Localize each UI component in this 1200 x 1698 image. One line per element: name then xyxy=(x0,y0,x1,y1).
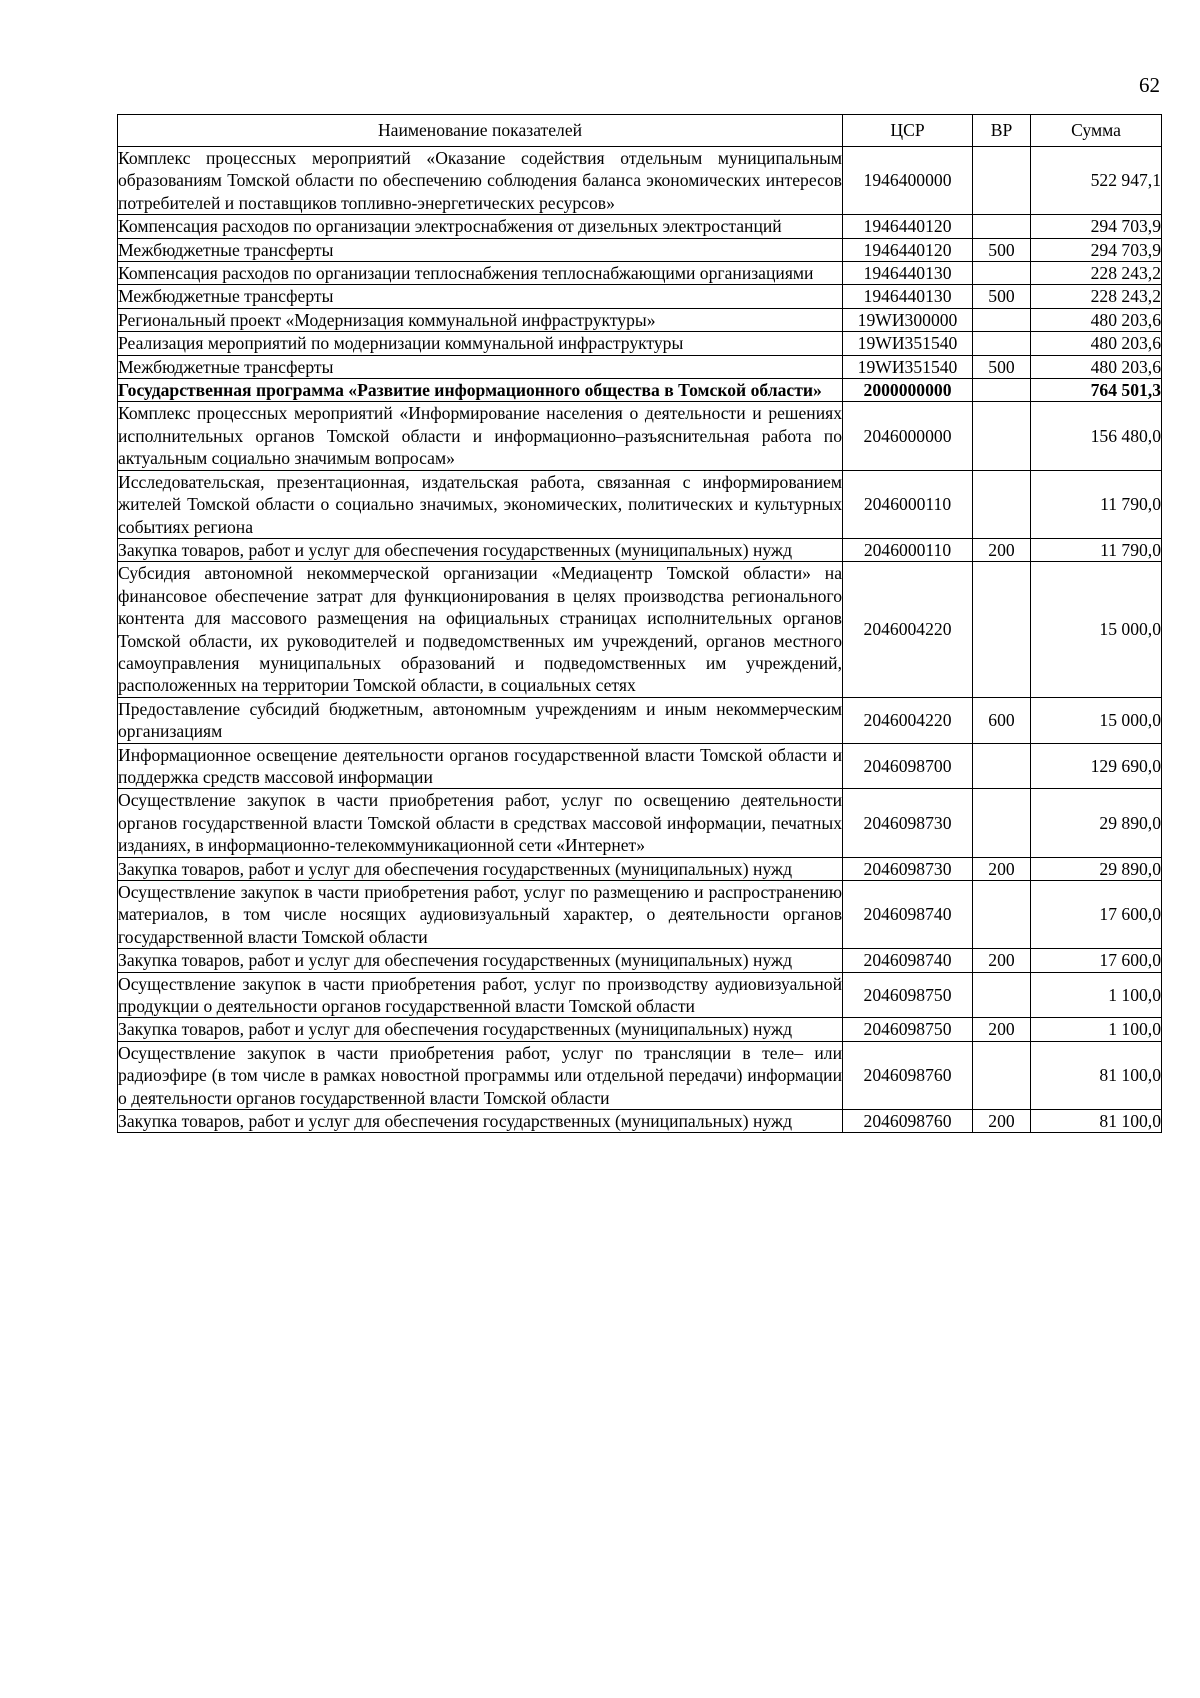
cell-name: Осуществление закупок в части приобретения работ, услуг по размещению и распространению материалов, в том числе носящих аудиовизуальный характер, о деятельности органов государственной власти Томской области xyxy=(118,882,842,947)
cell-vr xyxy=(973,743,1031,789)
table-row xyxy=(118,881,1162,949)
cell-sum: 17 600,0 xyxy=(1031,881,1162,949)
cell-sum: 480 203,6 xyxy=(1031,308,1162,331)
cell-csr: 2046098760 xyxy=(843,1110,973,1133)
cell-name: Закупка товаров, работ и услуг для обеспечения государственных (муниципальных) нужд xyxy=(118,1018,843,1041)
table-row xyxy=(118,262,1162,285)
table-row xyxy=(118,355,1162,378)
cell-sum: 480 203,6 xyxy=(1031,332,1162,355)
cell-sum: 11 790,0 xyxy=(1031,538,1162,561)
cell-vr xyxy=(973,789,1031,857)
cell-sum: 764 501,3 xyxy=(1031,379,1162,402)
cell-vr xyxy=(973,402,1031,470)
cell-name: Субсидия автономной некоммерческой организации «Медиацентр Томской области» на финансовое обеспечение затрат для функционирования в целях производства регионального контента для массового размещения на официальных страницах исполнительных органов Томской области, их руководителей и подведомственных им учреждений, органов местного самоуправления муниципальных образований и подведомственных им учреждений, расположенных на территории Томской области, в социальных сетях xyxy=(118,563,842,696)
cell-vr xyxy=(973,308,1031,331)
cell-sum: 29 890,0 xyxy=(1031,789,1162,857)
table-row xyxy=(118,1110,1162,1133)
cell-csr: 19WИ351540 xyxy=(843,332,973,355)
cell-sum: 1 100,0 xyxy=(1031,1018,1162,1041)
table-row xyxy=(118,379,1162,402)
cell-vr xyxy=(973,215,1031,238)
header-name: Наименование показателей xyxy=(118,115,843,147)
cell-name: Государственная программа «Развитие информационного общества в Томской области» xyxy=(118,379,843,402)
cell-csr: 2046098730 xyxy=(843,857,973,880)
cell-name: Исследовательская, презентационная, издательская работа, связанная с информированием жителей Томской области о социально значимых, экономических, политических и культурных событиях региона xyxy=(118,471,842,537)
cell-vr: 200 xyxy=(973,1110,1031,1133)
cell-name: Межбюджетные трансферты xyxy=(118,285,843,308)
table-row xyxy=(118,789,1162,857)
cell-csr: 2046098750 xyxy=(843,1018,973,1041)
cell-sum: 294 703,9 xyxy=(1031,238,1162,261)
table-row xyxy=(118,332,1162,355)
cell-sum: 156 480,0 xyxy=(1031,402,1162,470)
cell-csr: 1946440130 xyxy=(843,285,973,308)
table-row xyxy=(118,215,1162,238)
cell-name: Комплекс процессных мероприятий «Оказание содействия отдельным муниципальным образованиям Томской области по обеспечению соблюдения баланса экономических интересов потребителей и поставщиков топливно-энергетических ресурсов» xyxy=(118,148,842,213)
table-row xyxy=(118,697,1162,743)
cell-name: Предоставление субсидий бюджетным, автономным учреждениям и иным некоммерческим организациям xyxy=(118,698,842,742)
table-row xyxy=(118,949,1162,972)
cell-csr: 2046004220 xyxy=(843,697,973,743)
table-row xyxy=(118,147,1162,215)
table-row xyxy=(118,562,1162,697)
cell-csr: 2046000110 xyxy=(843,538,973,561)
cell-csr: 1946400000 xyxy=(843,147,973,215)
cell-name: Компенсация расходов по организации теплоснабжения теплоснабжающими организациями xyxy=(118,262,843,285)
cell-sum: 15 000,0 xyxy=(1031,697,1162,743)
cell-sum: 522 947,1 xyxy=(1031,147,1162,215)
cell-vr xyxy=(973,470,1031,538)
header-vr: ВР xyxy=(973,115,1031,147)
cell-csr: 2046098750 xyxy=(843,972,973,1018)
table-row xyxy=(118,1018,1162,1041)
table-header-row xyxy=(118,115,1162,147)
cell-csr: 19WИ300000 xyxy=(843,308,973,331)
cell-vr: 200 xyxy=(973,1018,1031,1041)
table-row xyxy=(118,402,1162,470)
cell-name: Осуществление закупок в части приобретения работ, услуг по трансляции в теле– или радиоэфире (в том числе в рамках новостной программы или отдельной передачи) информации о деятельности органов государственной власти Томской области xyxy=(118,1042,842,1108)
cell-vr: 200 xyxy=(973,538,1031,561)
table-row xyxy=(118,538,1162,561)
cell-csr: 1946440130 xyxy=(843,262,973,285)
cell-sum: 480 203,6 xyxy=(1031,355,1162,378)
table-row xyxy=(118,857,1162,880)
cell-name: Закупка товаров, работ и услуг для обеспечения государственных (муниципальных) нужд xyxy=(118,857,843,880)
cell-sum: 29 890,0 xyxy=(1031,857,1162,880)
cell-csr: 2046098730 xyxy=(843,789,973,857)
cell-name: Региональный проект «Модернизация коммунальной инфраструктуры» xyxy=(118,308,843,331)
cell-name: Информационное освещение деятельности органов государственной власти Томской области и поддержка средств массовой информации xyxy=(118,744,842,787)
cell-sum: 228 243,2 xyxy=(1031,262,1162,285)
cell-name: Осуществление закупок в части приобретения работ, услуг по освещению деятельности органов государственной власти Томской области в средствах массовой информации, печатных изданиях, в информационно-телекоммуникационной сети «Интернет» xyxy=(118,790,842,856)
cell-csr: 2046000000 xyxy=(843,402,973,470)
table-row xyxy=(118,470,1162,538)
cell-csr: 2046004220 xyxy=(843,562,973,697)
table-row xyxy=(118,1041,1162,1109)
header-sum: Сумма xyxy=(1031,115,1162,147)
cell-csr: 2046098700 xyxy=(843,743,973,789)
cell-name: Межбюджетные трансферты xyxy=(118,238,843,261)
table-row xyxy=(118,972,1162,1018)
cell-vr: 200 xyxy=(973,949,1031,972)
table-row xyxy=(118,743,1162,789)
cell-csr: 2046098760 xyxy=(843,1041,973,1109)
cell-name: Межбюджетные трансферты xyxy=(118,355,843,378)
cell-vr: 500 xyxy=(973,238,1031,261)
cell-vr xyxy=(973,262,1031,285)
cell-vr xyxy=(973,379,1031,402)
cell-name: Реализация мероприятий по модернизации коммунальной инфраструктуры xyxy=(118,332,843,355)
cell-vr xyxy=(973,972,1031,1018)
cell-name: Комплекс процессных мероприятий «Информирование населения о деятельности и решениях исполнительных органов Томской области и информационно–разъяснительная работа по актуальным социально значимым вопросам» xyxy=(118,403,842,469)
cell-name: Компенсация расходов по организации электроснабжения от дизельных электростанций xyxy=(118,215,843,238)
header-csr: ЦСР xyxy=(843,115,973,147)
cell-vr: 500 xyxy=(973,285,1031,308)
cell-vr xyxy=(973,1041,1031,1109)
cell-csr: 2046098740 xyxy=(843,949,973,972)
cell-csr: 2046098740 xyxy=(843,881,973,949)
cell-csr: 19WИ351540 xyxy=(843,355,973,378)
page-number: 62 xyxy=(1139,73,1160,97)
cell-vr: 600 xyxy=(973,697,1031,743)
cell-csr: 1946440120 xyxy=(843,238,973,261)
cell-vr xyxy=(973,562,1031,697)
table-row xyxy=(118,308,1162,331)
cell-sum: 17 600,0 xyxy=(1031,949,1162,972)
cell-sum: 15 000,0 xyxy=(1031,562,1162,697)
table-row xyxy=(118,285,1162,308)
cell-vr xyxy=(973,881,1031,949)
table-body xyxy=(118,147,1162,1133)
cell-csr: 1946440120 xyxy=(843,215,973,238)
cell-name: Закупка товаров, работ и услуг для обеспечения государственных (муниципальных) нужд xyxy=(118,949,843,972)
cell-vr: 500 xyxy=(973,355,1031,378)
cell-vr xyxy=(973,147,1031,215)
cell-name: Закупка товаров, работ и услуг для обеспечения государственных (муниципальных) нужд xyxy=(118,538,843,561)
cell-vr: 200 xyxy=(973,857,1031,880)
cell-vr xyxy=(973,332,1031,355)
cell-name: Закупка товаров, работ и услуг для обеспечения государственных (муниципальных) нужд xyxy=(118,1110,843,1133)
cell-sum: 1 100,0 xyxy=(1031,972,1162,1018)
cell-sum: 228 243,2 xyxy=(1031,285,1162,308)
table-row xyxy=(118,238,1162,261)
cell-sum: 294 703,9 xyxy=(1031,215,1162,238)
cell-csr: 2000000000 xyxy=(843,379,973,402)
cell-sum: 129 690,0 xyxy=(1031,743,1162,789)
cell-sum: 11 790,0 xyxy=(1031,470,1162,538)
cell-name: Осуществление закупок в части приобретения работ, услуг по производству аудиовизуальной продукции о деятельности органов государственной власти Томской области xyxy=(118,973,842,1017)
cell-csr: 2046000110 xyxy=(843,470,973,538)
budget-table xyxy=(117,114,1162,1133)
cell-sum: 81 100,0 xyxy=(1031,1110,1162,1133)
cell-sum: 81 100,0 xyxy=(1031,1041,1162,1109)
